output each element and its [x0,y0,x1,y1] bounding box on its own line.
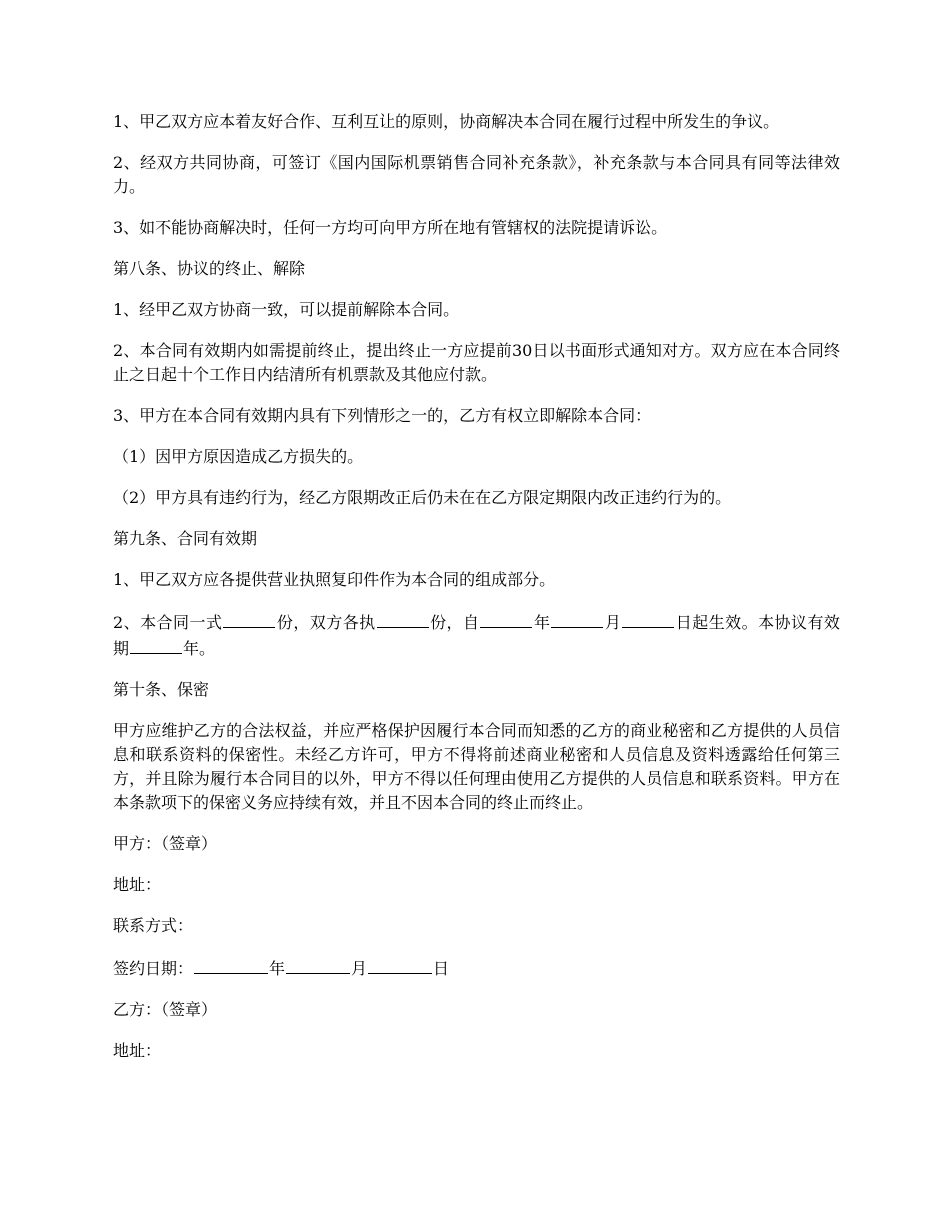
section-10-title: 第十条、保密 [113,680,210,699]
clause-validity-1: 1、甲乙双方应各提供营业执照复印件作为本合同的组成部分。 [113,570,556,589]
contract-page [113,110,840,1080]
clause-dispute-3: 3、如不能协商解决时，任何一方均可向甲方所在地有管辖权的法院提请诉讼。 [113,218,668,237]
clause-termination-3: 3、甲方在本合同有效期内具有下列情形之一的，乙方有权立即解除本合同： [113,406,652,425]
clause-confidentiality: 甲方应维护乙方的合法权益，并应严格保护因履行本合同而知悉的乙方的商业秘密和乙方提供的人员信息和联系资料的保密性。未经乙方许可，甲方不得将前述商业秘密和人员信息及资料透露给任何第三方，并且除为履行本合同目的以外，甲方不得以任何理由使用乙方提供的人员信息和联系资料。甲方在本条款项下的保密义务应持续有效，并且不因本合同的终止而终止。 [113,721,840,812]
copies-blank[interactable] [223,609,275,628]
sign-date-label: 签约日期： [113,959,194,978]
sign-year-blank[interactable] [194,955,268,974]
start-day-blank[interactable] [622,609,674,628]
validity-text-4: 年 [533,613,551,632]
clause-termination-3-item-1: （1）因甲方原因造成乙方损失的。 [113,447,364,466]
clause-termination-2: 2、本合同有效期内如需提前终止，提出终止一方应提前30日以书面形式通知对方。双方应在本合同终止之日起十个工作日内结清所有机票款及其他应付款。 [113,341,840,384]
clause-dispute-2: 2、经双方共同协商，可签订《国内国际机票销售合同补充条款》，补充条款与本合同具有同等法律效力。 [113,153,840,196]
section-9-title: 第九条、合同有效期 [113,529,258,548]
sign-month-blank[interactable] [286,955,350,974]
start-month-blank[interactable] [551,609,603,628]
validity-text-2: 份，双方各执 [276,613,376,632]
clause-termination-1: 1、经甲乙双方协商一致，可以提前解除本合同。 [113,300,460,319]
each-copies-blank[interactable] [377,609,429,628]
validity-text-3: 份，自 [429,613,480,632]
validity-text-7: 年。 [183,639,216,658]
section-8-title: 第八条、协议的终止、解除 [113,259,306,278]
party-b-sign: 乙方：（签章） [113,1000,218,1019]
sign-day-blank[interactable] [368,955,432,974]
validity-text-1: 2、本合同一式 [113,613,223,632]
party-a-sign-date [113,955,840,981]
validity-years-blank[interactable] [130,635,182,654]
start-year-blank[interactable] [480,609,532,628]
party-b-address: 地址： [113,1041,162,1060]
party-a-contact: 联系方式： [113,916,194,935]
party-a-sign: 甲方：（签章） [113,834,218,853]
clause-termination-3-item-2: （2）甲方具有违约行为，经乙方限期改正后仍未在在乙方限定期限内改正违约行为的。 [113,488,732,507]
sign-month-label: 月 [351,959,368,978]
validity-text-5: 月 [604,613,622,632]
validity-text-6: 日起生效。本协议有效期 [113,613,840,658]
party-a-address: 地址： [113,875,162,894]
clause-dispute-1: 1、甲乙双方应本着友好合作、互利互让的原则，协商解决本合同在履行过程中所发生的争议。 [113,112,780,131]
sign-year-label: 年 [269,959,286,978]
sign-day-label: 日 [433,959,450,978]
clause-validity-2 [113,609,840,661]
